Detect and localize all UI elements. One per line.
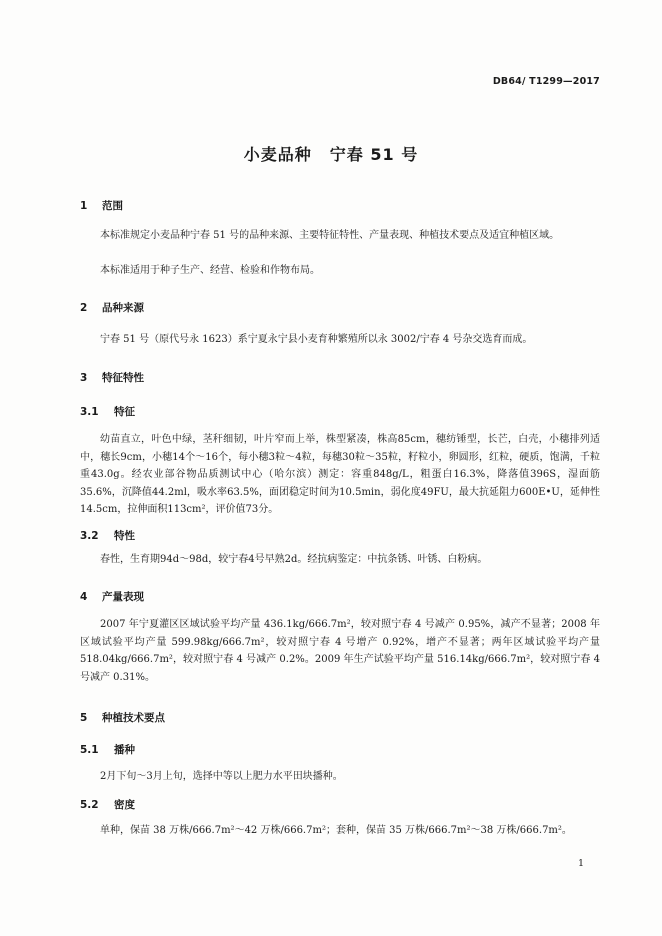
section-number: 3.1 [80,406,99,418]
section-title: 播种 [114,744,135,756]
section-5-2-heading [80,797,135,812]
section-title: 种植技术要点 [102,712,165,724]
standard-code: DB64/ T1299—2017 [492,76,600,87]
section-title: 特性 [114,530,135,542]
page-number: 1 [577,858,584,869]
section-title: 产量表现 [102,591,144,603]
title-part-variety: 宁春 51 号 [329,145,419,164]
section-4-paragraph-1: 2007 年宁夏灌区区域试验平均产量 436.1kg/666.7m²，较对照宁春 4 号减产 0.95%，减产不显著；2008 年区域试验平均产量 599.98kg/666.7m²，较对照宁春 4 号增产 0.92%，增产不显著；两年区域试验平均产量 518.04kg/666.7m²，较对照宁春 4 号减产 0.2%。2009 年生产试验平均产量 516.14kg/666.7m²，较对照宁春 4 号减产 0.31%。 [80,619,600,683]
section-3-2-paragraph-1: 春性，生育期94d～98d，较宁春4号早熟2d。经抗病鉴定：中抗条锈、叶锈、白粉病。 [100,554,488,565]
document-title [0,142,662,165]
section-3-2-heading [80,528,135,543]
section-title: 特征特性 [102,372,144,384]
section-number: 2 [80,302,88,314]
section-title: 范围 [102,200,123,212]
section-number: 3.2 [80,530,99,542]
section-number: 1 [80,200,88,212]
section-3-1-paragraph-1: 幼苗直立，叶色中绿，茎秆细韧，叶片窄而上举，株型紧凑，株高85cm，穗纺锤型，长芒，白壳，小穗排列适中，穗长9cm，小穗14个～16个，每小穗3粒～4粒，每穗30粒～35粒，籽粒小，卵圆形，红粒，硬质，饱满，千粒重43.0g。经农业部谷物品质测试中心（哈尔滨）测定：容重848g/L，粗蛋白16.3%，降落值396S，湿面筋35.6%，沉降值44.2ml，吸水率63.5%，面团稳定时间为10.5min，弱化度49FU，最大抗延阻力600E•U，延伸性14.5cm，拉伸面积113cm²，评价值73分。 [80,434,600,515]
section-5-1-heading [80,742,135,757]
section-2-paragraph-1: 宁春 51 号（原代号永 1623）系宁夏永宁县小麦育种繁殖所以永 3002/宁春 4 号杂交选育而成。 [100,334,533,345]
section-number: 5.1 [80,744,99,756]
section-1-heading [80,198,123,213]
section-title: 特征 [114,406,135,418]
section-3-heading [80,370,144,385]
section-3-1-heading [80,404,135,419]
title-part-crop: 小麦品种 [243,145,312,164]
section-number: 5 [80,712,88,724]
section-number: 3 [80,372,88,384]
section-5-2-paragraph-1: 单种，保苗 38 万株/666.7m²～42 万株/666.7m²；套种，保苗 35 万株/666.7m²～38 万株/666.7m²。 [100,825,572,836]
section-title: 品种来源 [102,302,144,314]
section-2-heading [80,300,144,315]
section-title: 密度 [114,799,135,811]
section-5-heading [80,710,165,725]
section-1-paragraph-2: 本标准适用于种子生产、经营、检验和作物布局。 [100,265,320,276]
section-number: 4 [80,591,88,603]
section-5-1-paragraph-1: 2月下旬～3月上旬，选择中等以上肥力水平田块播种。 [100,771,343,782]
section-4-heading [80,589,144,604]
section-1-paragraph-1: 本标准规定小麦品种宁春 51 号的品种来源、主要特征特性、产量表现、种植技术要点及适宜种植区域。 [100,230,560,241]
section-number: 5.2 [80,799,99,811]
